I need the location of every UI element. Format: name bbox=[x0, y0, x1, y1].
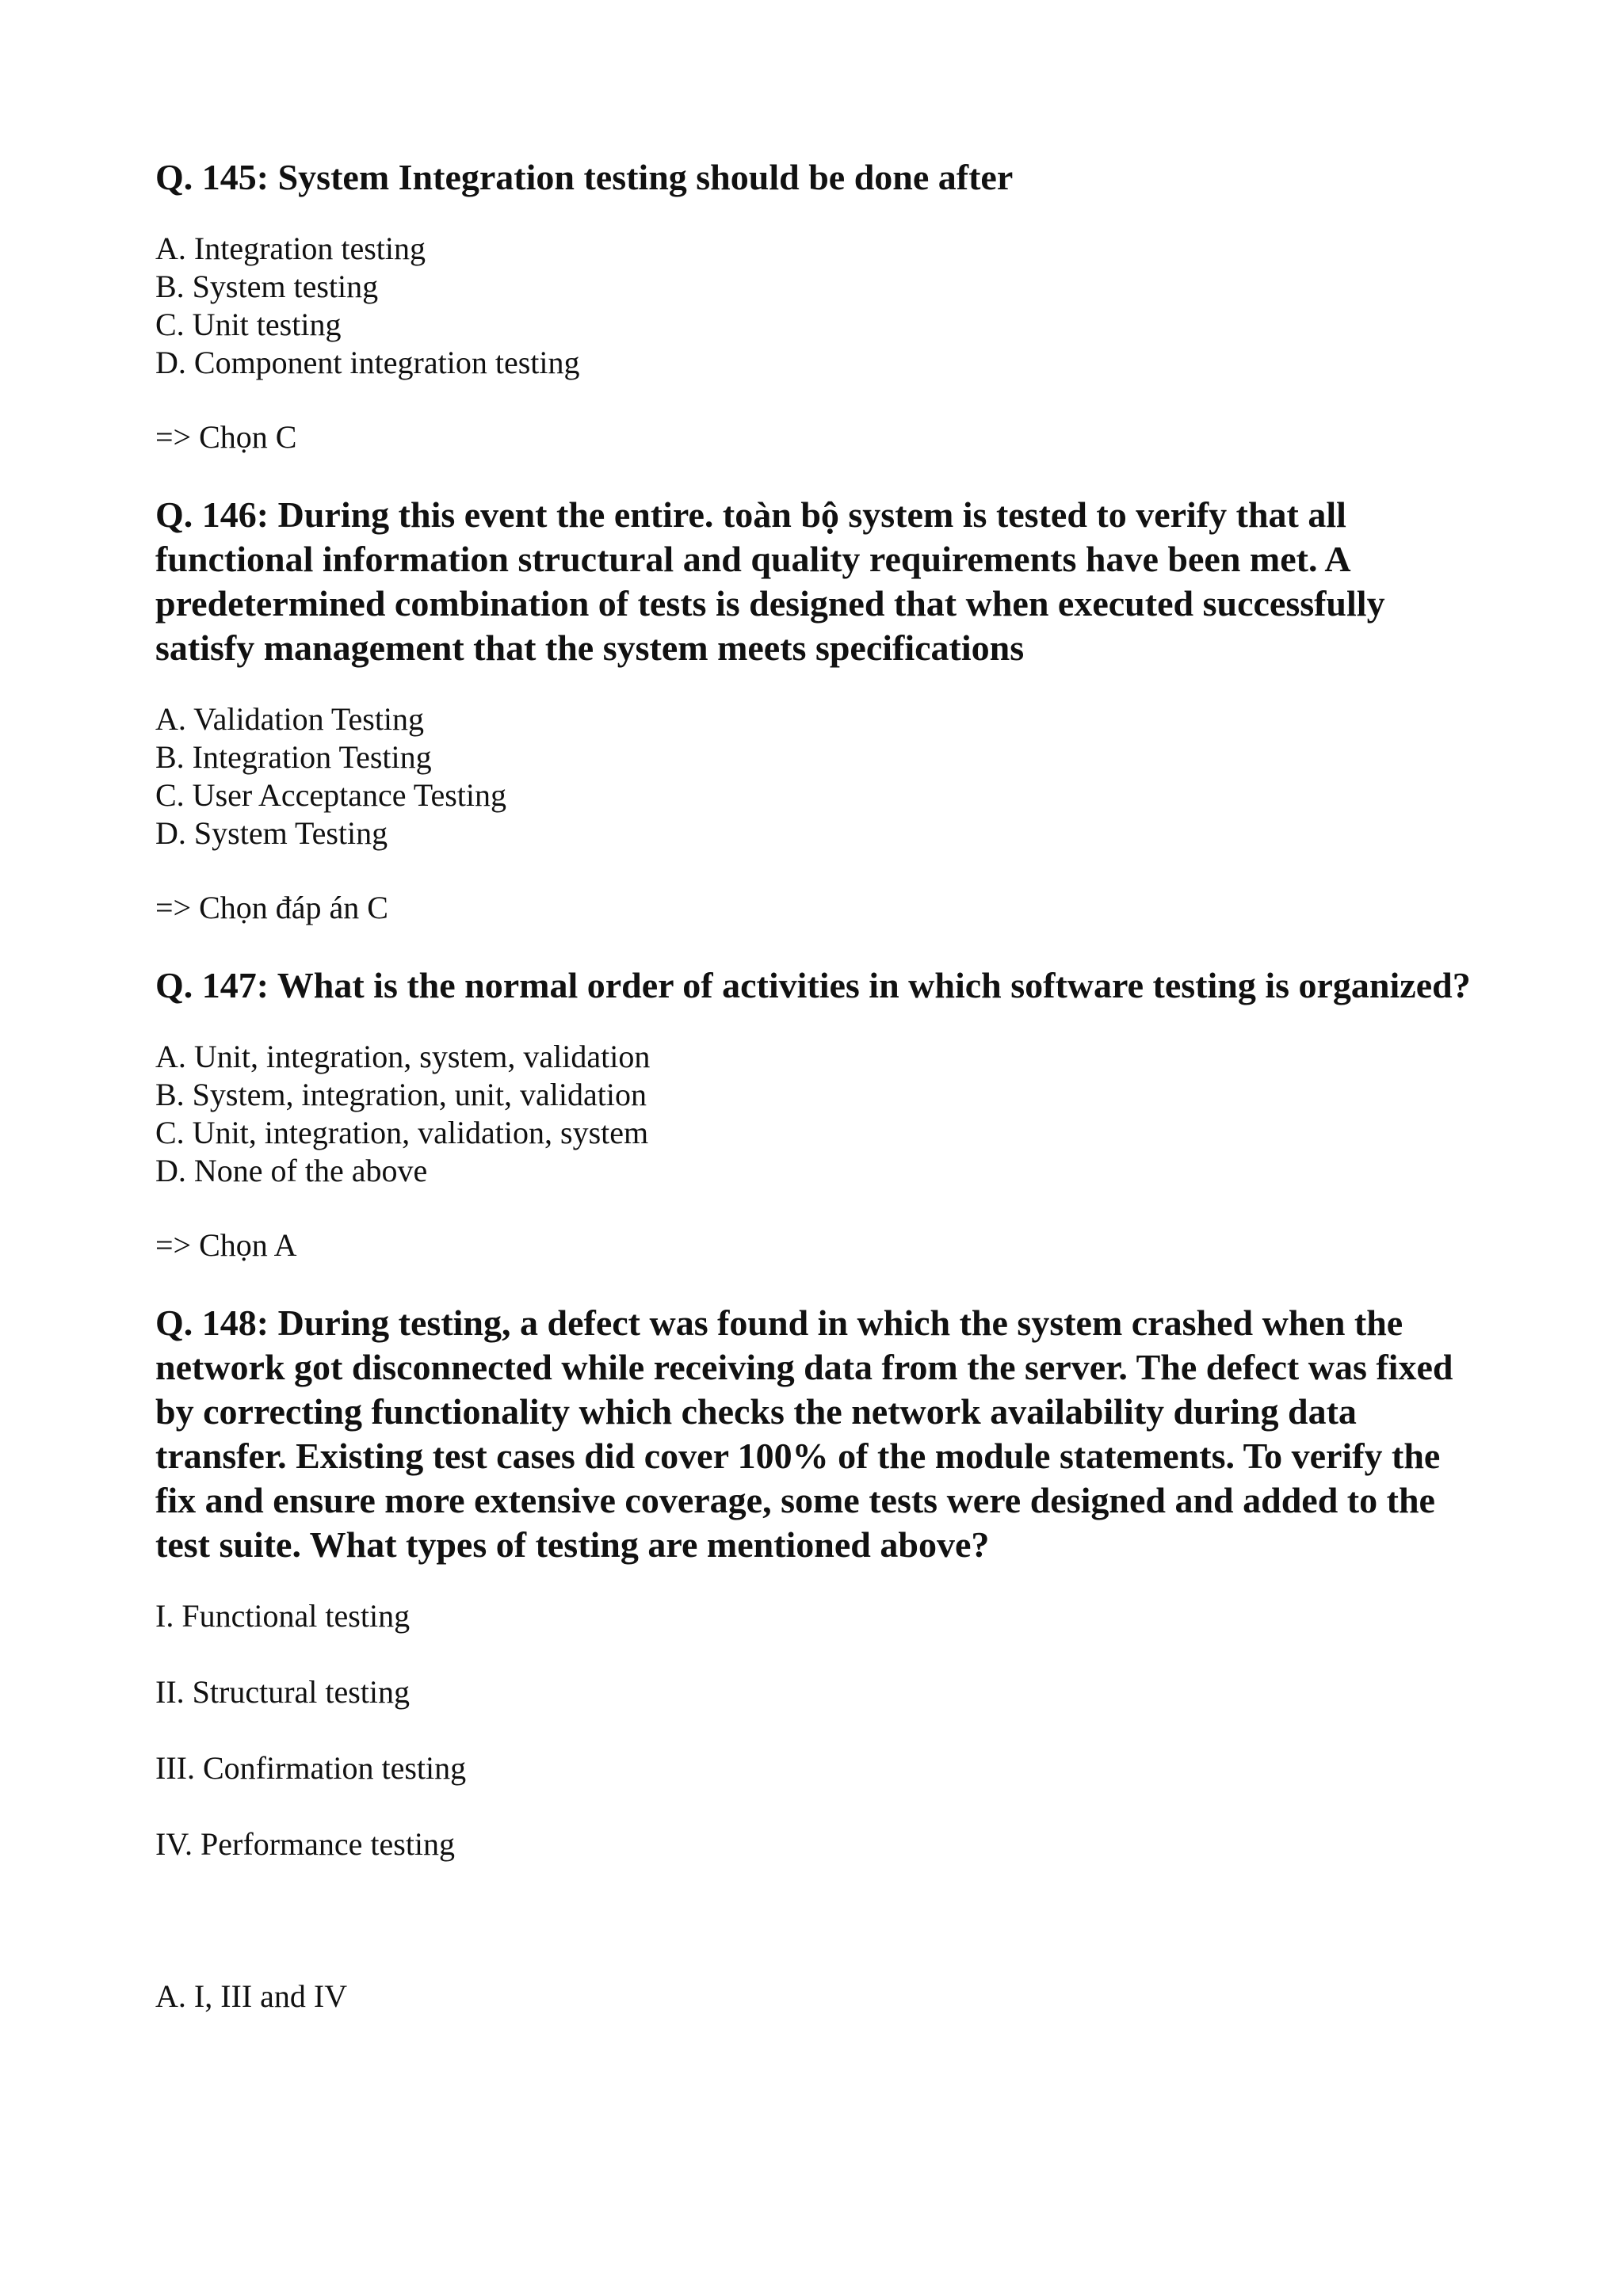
option-a: A. Unit, integration, system, validation bbox=[155, 1039, 651, 1074]
statement-iii: III. Confirmation testing bbox=[155, 1750, 467, 1786]
option-d: D. Component integration testing bbox=[155, 345, 580, 380]
statement-list bbox=[155, 1597, 1487, 1863]
question-146 bbox=[155, 493, 1487, 927]
option-list bbox=[155, 1978, 1487, 2016]
option-list bbox=[155, 230, 1487, 382]
option-list bbox=[155, 1038, 1487, 1190]
option-a: A. I, III and IV bbox=[155, 1978, 348, 2014]
statement-i: I. Functional testing bbox=[155, 1598, 411, 1634]
question-title: Q. 147: What is the normal order of activities in which software testing is organized? bbox=[155, 965, 1471, 1005]
answer-line: => Chọn A bbox=[155, 1227, 297, 1263]
question-title: Q. 148: During testing, a defect was found in which the system crashed when the network got disconnected while receiving data from the server. The defect was fixed by correcting functionality which checks the network availability during data transfer. Existing test cases did cover 100% of the module statements. To verify the fix and ensure more extensive coverage, some tests were designed and added to the test suite. What types of testing are mentioned above? bbox=[155, 1302, 1453, 1565]
option-a: A. Validation Testing bbox=[155, 701, 425, 737]
option-c: C. User Acceptance Testing bbox=[155, 777, 506, 813]
question-title: Q. 146: During this event the entire. toàn bộ system is tested to verify that all functional information structural and quality requirements have been met. A predetermined combination of tests is designed that when executed successfully satisfy management that the system meets specifications bbox=[155, 494, 1385, 668]
option-b: B. System testing bbox=[155, 269, 379, 304]
document-page bbox=[155, 155, 1487, 2052]
option-b: B. Integration Testing bbox=[155, 739, 432, 775]
option-d: D. None of the above bbox=[155, 1153, 428, 1188]
answer-line: => Chọn C bbox=[155, 419, 297, 455]
option-d: D. System Testing bbox=[155, 815, 388, 851]
question-148 bbox=[155, 1301, 1487, 2016]
answer-line: => Chọn đáp án C bbox=[155, 890, 388, 925]
option-c: C. Unit, integration, validation, system bbox=[155, 1115, 649, 1150]
statement-iv: IV. Performance testing bbox=[155, 1826, 456, 1862]
question-title: Q. 145: System Integration testing should be done after bbox=[155, 157, 1014, 197]
statement-ii: II. Structural testing bbox=[155, 1674, 411, 1710]
question-145 bbox=[155, 155, 1487, 456]
question-147 bbox=[155, 963, 1487, 1264]
option-a: A. Integration testing bbox=[155, 231, 426, 266]
option-b: B. System, integration, unit, validation bbox=[155, 1077, 647, 1112]
option-c: C. Unit testing bbox=[155, 307, 342, 342]
option-list bbox=[155, 700, 1487, 852]
